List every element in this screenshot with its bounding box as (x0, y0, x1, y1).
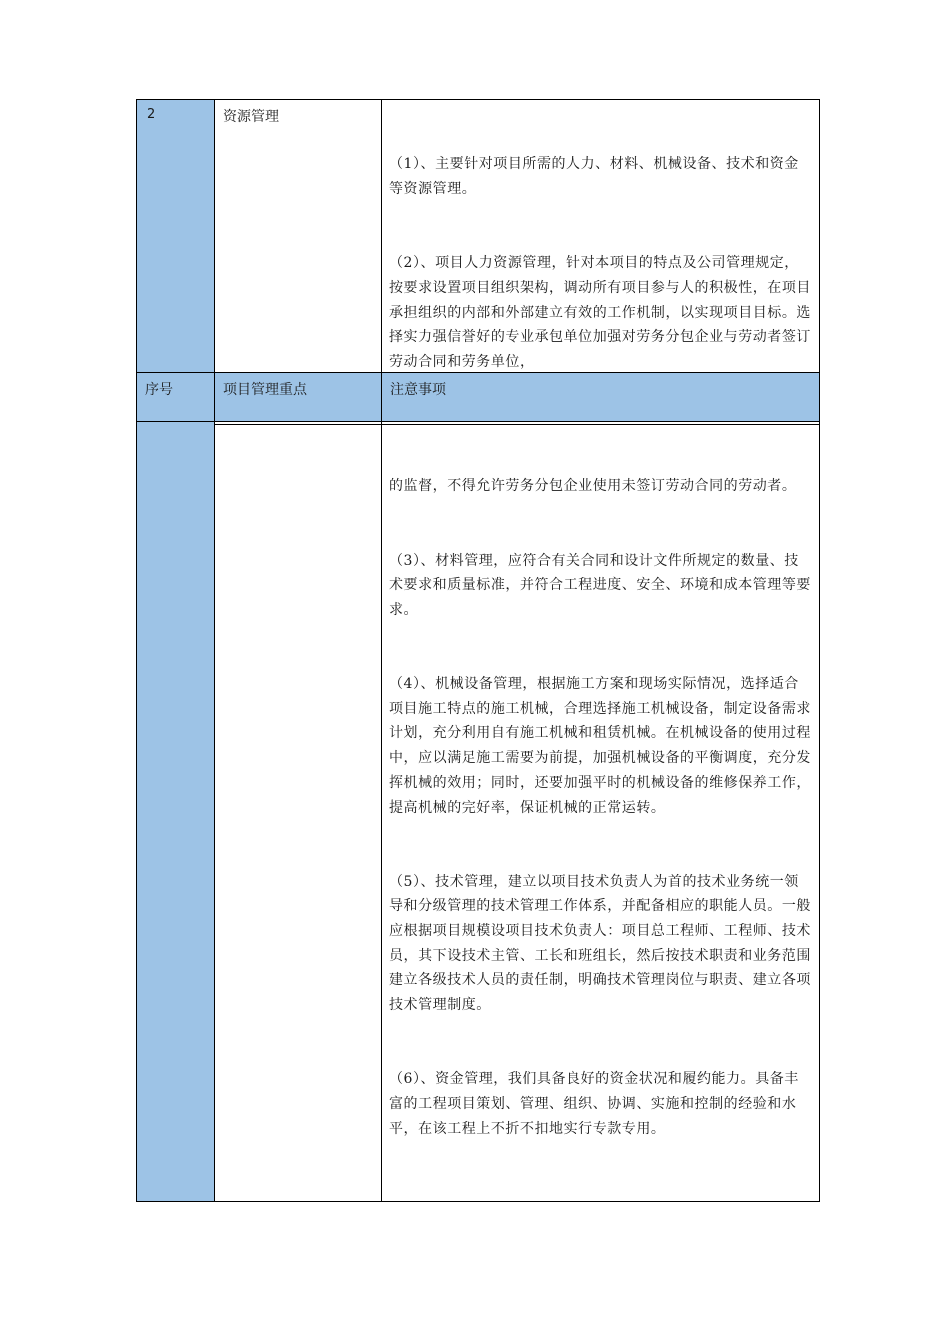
row-number-cell (137, 422, 215, 1202)
header-notes: 注意事项 (390, 382, 446, 398)
key-point-text: 资源管理 (223, 109, 279, 125)
note-paragraph: （4）、机械设备管理，根据施工方案和现场实际情况，选择适合项目施工特点的施工机械，合理选择施工机械设备，制定设备需求计划，充分利用自有施工机械和租赁机械。在机械设备的使用过程中，应以满足施工需要为前提，加强机械设备的平衡调度，充分发挥机械的效用；同时，还要加强平时的机械设备的维修保养工作，提高机械的完好率，保证机械的正常运转。 (389, 676, 811, 816)
note-paragraph: （2）、项目人力资源管理，针对本项目的特点及公司管理规定，按要求设置项目组织架构，调动所有项目参与人的积极性，在项目承担组织的内部和外部建立有效的工作机制，以实现项目目标。选择实力强信誉好的专业承包单位加强对劳务分包企业与劳动者签订劳动合同和劳务单位， (389, 255, 811, 371)
note-paragraph: 的监督，不得允许劳务分包企业使用未签订劳动合同的劳动者。 (389, 478, 797, 495)
row-number (137, 422, 214, 429)
note-paragraph: （6）、资金管理，我们具备良好的资金状况和履约能力。具备丰富的工程项目策划、管理、组织、协调、实施和控制的经验和水平，在该工程上不折不扣地实行专款专用。 (389, 1071, 799, 1137)
header-number-cell (137, 373, 215, 422)
note-paragraph: （3）、材料管理，应符合有关合同和设计文件所规定的数量、技术要求和质量标准，并符合工程进度、安全、环境和成本管理等要求。 (389, 552, 811, 618)
notes-cell (382, 422, 820, 1202)
table-header-row (137, 373, 820, 422)
header-notes-cell (382, 373, 820, 422)
notes-text (382, 422, 819, 1191)
table-row (137, 422, 820, 1202)
header-key-point-cell (215, 373, 382, 422)
key-point-text (215, 422, 381, 427)
row-number: 2 (147, 107, 156, 122)
management-notes-table (136, 372, 820, 1202)
header-key-point: 项目管理重点 (223, 382, 307, 398)
note-paragraph: （1）、主要针对项目所需的人力、材料、机械设备、技术和资金等资源管理。 (389, 156, 799, 198)
header-number: 序号 (145, 382, 173, 398)
key-point-cell (215, 422, 382, 1202)
note-paragraph: （5）、技术管理，建立以项目技术负责人为首的技术业务统一领导和分级管理的技术管理工作体系，并配备相应的职能人员。一般应根据项目规模设项目技术负责人：项目总工程师、工程师、技术员，其下设技术主管、工长和班组长，然后按技术职责和业务范围建立各级技术人员的责任制，明确技术管理岗位与职责、建立各项技术管理制度。 (389, 873, 811, 1014)
